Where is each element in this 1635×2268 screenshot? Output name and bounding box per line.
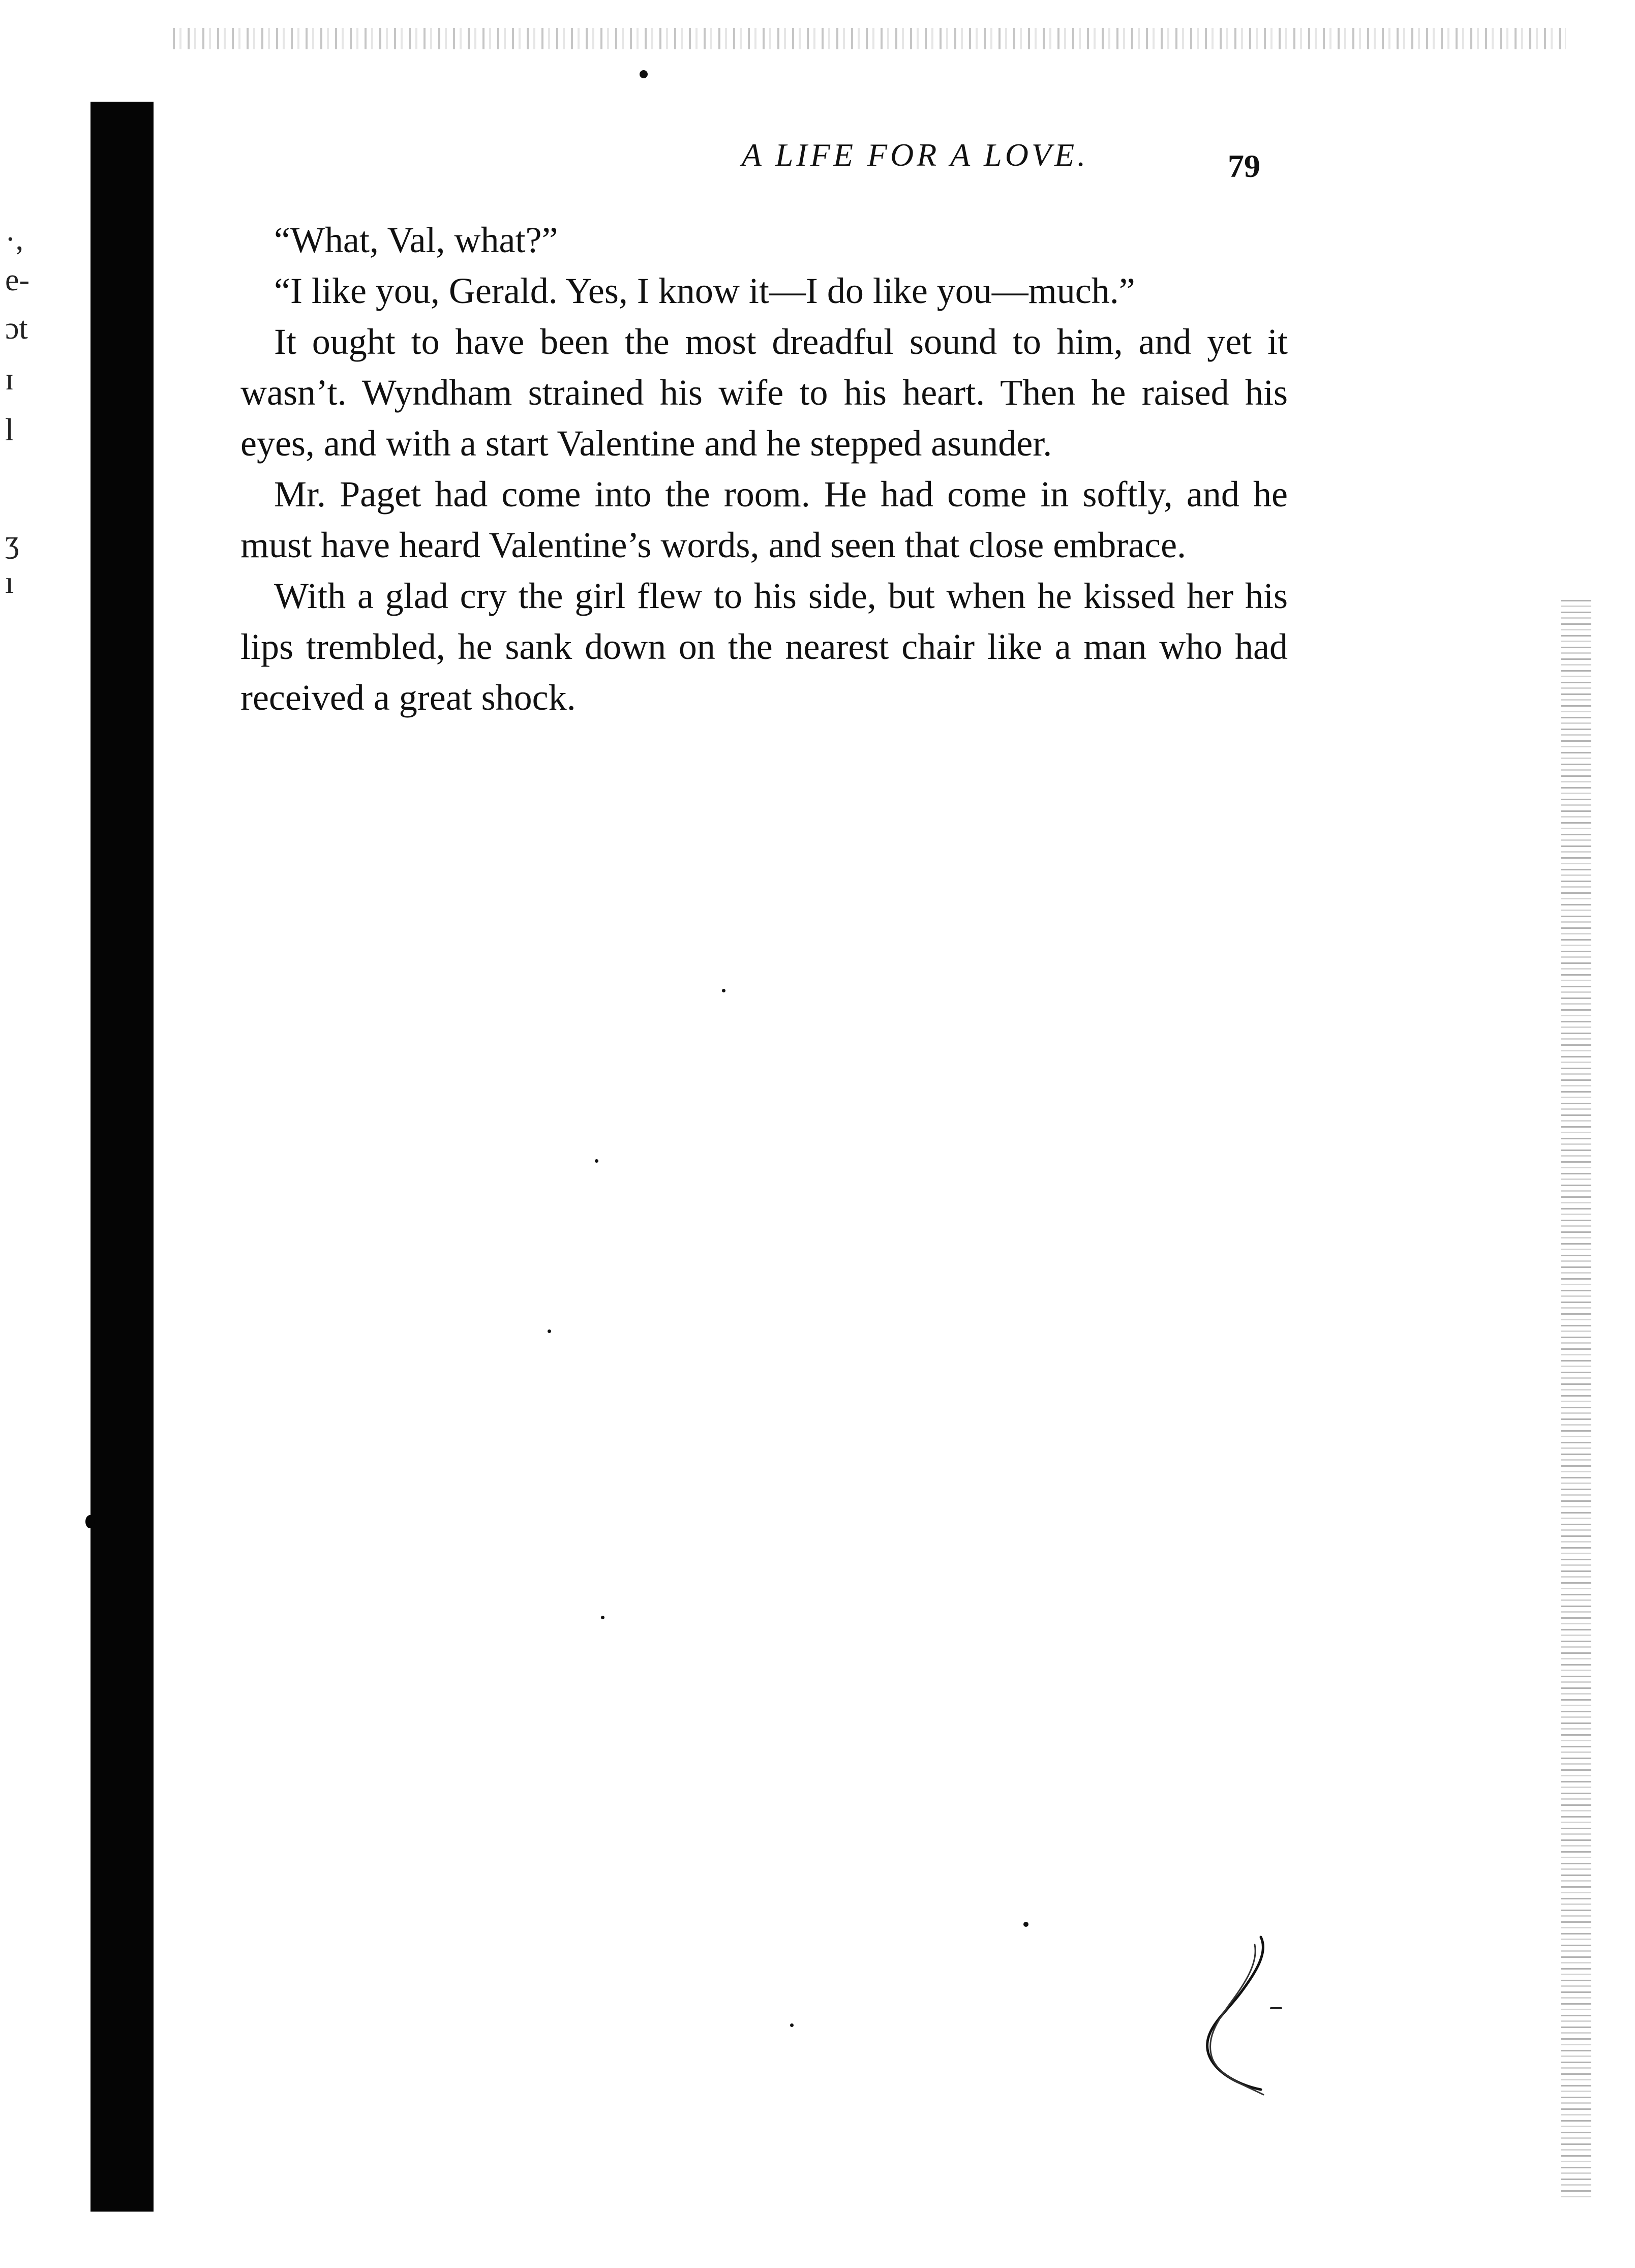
scan-speck [548, 1329, 551, 1333]
margin-fragment: ɪ [5, 362, 14, 397]
scan-edge-right [1561, 600, 1591, 2201]
book-binding-shadow [90, 102, 154, 2212]
margin-fragment: ɔt [5, 311, 28, 346]
scan-edge-top [173, 28, 1566, 49]
ink-blot [85, 1515, 95, 1528]
paragraph: Mr. Paget had come into the room. He had come in softly, and he must have heard Valentine’s words, and seen that close embrace. [240, 474, 1288, 565]
paragraph: With a glad cry the girl flew to his side, but when he kissed her his lips trembled, he sank down on the nearest chair like a man who had received a great shock. [240, 576, 1288, 718]
page-number: 79 [1228, 148, 1260, 184]
paragraph: “What, Val, what?” [274, 220, 558, 260]
paragraph: “I like you, Gerald. Yes, I know it—I do like you—much.” [274, 270, 1135, 311]
scan-speck [601, 1616, 604, 1619]
body-text [240, 215, 1288, 723]
scan-speck [1023, 1922, 1028, 1927]
margin-fragment: l [5, 413, 14, 447]
paragraph: It ought to have been the most dreadful sound to him, and yet it wasn’t. Wyndham strained his wife to his heart. Then he raised his eyes, and with a start Valentine and he stepped asunder. [240, 321, 1288, 464]
scan-speck [790, 2023, 794, 2027]
margin-fragment: ı [5, 565, 14, 600]
margin-fragment: ʒ [5, 525, 19, 559]
margin-fragment: e- [5, 263, 30, 297]
scan-speck [595, 1159, 598, 1163]
margin-fragment: ·, [5, 222, 24, 257]
running-header: A LIFE FOR A LOVE. [741, 137, 1089, 173]
scan-speck [640, 70, 648, 78]
pencil-mark [1195, 1932, 1296, 2105]
scan-speck [722, 989, 725, 992]
